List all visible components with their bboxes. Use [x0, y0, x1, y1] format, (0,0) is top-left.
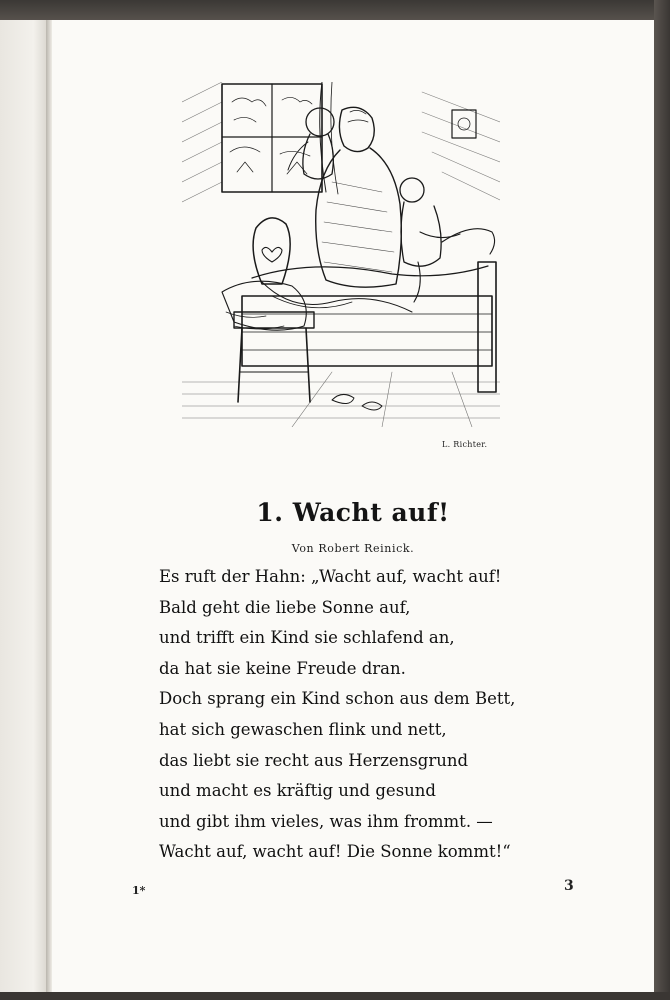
signature-mark: 1* — [132, 884, 146, 897]
illustration-credit: L. Richter. — [442, 440, 488, 449]
book-cover-top-edge — [0, 0, 670, 20]
poem-line: das liebt sie recht aus Herzensgrund — [159, 750, 469, 770]
page-number: 3 — [564, 878, 574, 894]
book-cover-right-edge — [654, 0, 670, 1000]
poem-title: 1. Wacht auf! — [256, 498, 450, 527]
poem-author: Von Robert Reinick. — [291, 542, 415, 555]
poem-line: und macht es kräftig und gesund — [159, 781, 436, 801]
poem-line: und gibt ihm vieles, was ihm frommt. — — [159, 811, 493, 831]
poem-line: und trifft ein Kind sie schlafend an, — [159, 628, 455, 648]
book-page — [52, 20, 654, 992]
engraving-illustration — [182, 82, 500, 427]
poem-line: da hat sie keine Freude dran. — [159, 658, 406, 678]
facing-page-edge — [0, 20, 48, 992]
book-cover-bottom-edge — [0, 992, 670, 1000]
poem-body — [159, 562, 579, 868]
poem-line: Es ruft der Hahn: „Wacht auf, wacht auf! — [159, 567, 502, 586]
poem-line: hat sich gewaschen flink und nett, — [159, 719, 447, 739]
poem-line: Wacht auf, wacht auf! Die Sonne kommt!“ — [159, 842, 511, 862]
poem-line: Bald geht die liebe Sonne auf, — [159, 597, 411, 617]
poem-line: Doch sprang ein Kind schon aus dem Bett, — [159, 689, 516, 709]
